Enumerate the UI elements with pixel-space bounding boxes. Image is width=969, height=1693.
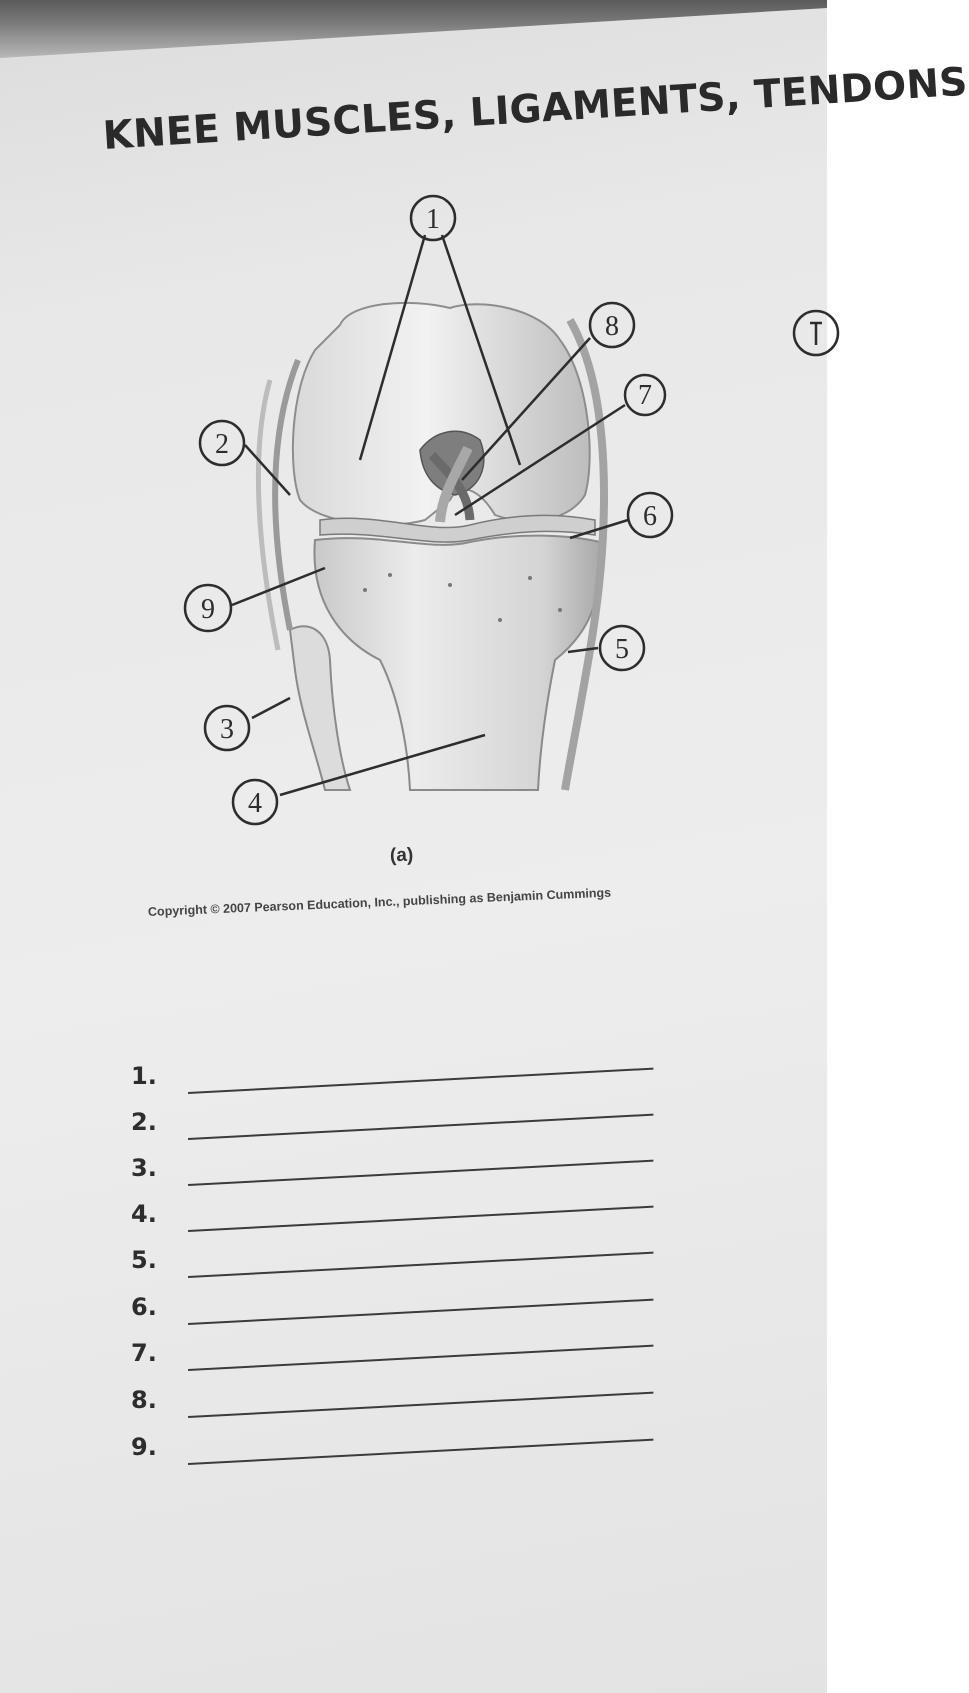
- answer-number: 8.: [131, 1386, 157, 1414]
- edge-callout-circle: [788, 305, 827, 361]
- fibula: [290, 626, 350, 790]
- lateral-collateral-ligament: [275, 360, 298, 630]
- answer-blank-line[interactable]: [188, 1299, 653, 1325]
- answer-blank-line[interactable]: [188, 1160, 653, 1186]
- callout-number-7: 7: [638, 380, 652, 411]
- callout-number-5: 5: [615, 634, 629, 665]
- worksheet-title: KNEE MUSCLES, LIGAMENTS, TENDONS: [101, 59, 969, 159]
- callout-number-1: 1: [426, 204, 440, 235]
- answer-blank-line[interactable]: [188, 1114, 653, 1140]
- answer-blank-line[interactable]: [188, 1068, 653, 1094]
- callout-number-8: 8: [605, 311, 619, 342]
- answer-row: [0, 1108, 827, 1148]
- callout-number-4: 4: [248, 788, 262, 819]
- copyright-notice: Copyright © 2007 Pearson Education, Inc., publishing as Benjamin Cummings: [147, 885, 612, 919]
- answer-number: 1.: [131, 1062, 157, 1090]
- answer-number: 2.: [131, 1108, 157, 1136]
- answer-row: [0, 1154, 827, 1194]
- answer-blank-line[interactable]: [188, 1206, 653, 1232]
- answer-row: [0, 1339, 827, 1379]
- answer-number: 3.: [131, 1154, 157, 1182]
- answer-blank-line[interactable]: [188, 1392, 653, 1418]
- answer-row: [0, 1293, 827, 1333]
- answer-row: [0, 1246, 827, 1286]
- knee-anatomy-illustration: [150, 190, 710, 880]
- answer-row: [0, 1386, 827, 1426]
- femur: [293, 303, 590, 525]
- answer-row: [0, 1200, 827, 1240]
- answer-number: 4.: [131, 1200, 157, 1228]
- callout-number-2: 2: [215, 429, 229, 460]
- answer-blank-line[interactable]: [188, 1345, 653, 1371]
- answer-row: [0, 1062, 827, 1102]
- answer-blank-line[interactable]: [188, 1252, 653, 1278]
- answer-number: 6.: [131, 1293, 157, 1321]
- tibia: [314, 536, 600, 790]
- answer-number: 7.: [131, 1339, 157, 1367]
- answer-row: [0, 1433, 827, 1473]
- callout-number-3: 3: [220, 714, 234, 745]
- callout-number-6: 6: [643, 501, 657, 532]
- callout-number-9: 9: [201, 594, 215, 625]
- figure-caption: (a): [389, 844, 414, 867]
- answer-number: 9.: [131, 1433, 157, 1461]
- answer-number: 5.: [131, 1246, 157, 1274]
- answer-blank-line[interactable]: [188, 1439, 653, 1465]
